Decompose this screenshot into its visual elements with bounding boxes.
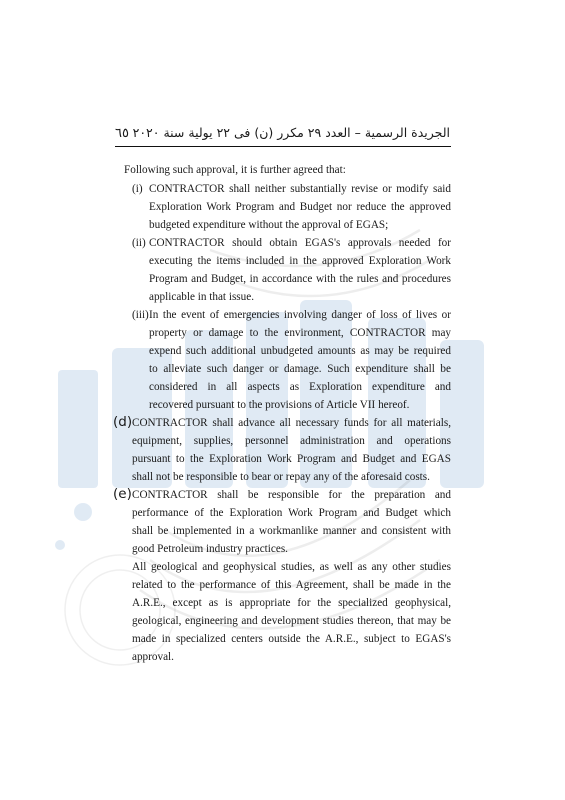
intro-paragraph: Following such approval, it is further agreed that:: [124, 164, 346, 176]
item-i-line: CONTRACTOR shall neither substantially revise or modify said: [149, 183, 451, 195]
section-label-d: (d): [113, 414, 133, 430]
section-d-line: CONTRACTOR shall advance all necessary funds for all materials,: [132, 417, 451, 429]
page-number: ٦٥: [115, 125, 129, 140]
item-iii-line: In the event of emergencies involving danger of loss of lives or: [149, 309, 451, 321]
item-ii-line: applicable in that issue.: [149, 291, 255, 303]
section-e-line: shall be implemented in a workmanlike manner and consistent with: [132, 525, 451, 537]
item-iii-line: recovered pursuant to the provisions of Article VII hereof.: [149, 399, 410, 411]
item-ii-line: Program and Budget, in accordance with the rules and procedures: [149, 273, 451, 285]
running-title: الجريدة الرسمية – العدد ٢٩ مكرر (ن) فى ٢٢ يولية سنة ٢٠٢٠: [132, 125, 450, 140]
item-ii-line: executing the items included in the approved Exploration Work: [149, 255, 451, 267]
closing-line: related to the performance of this Agreement, shall be made in the: [132, 579, 451, 591]
section-d-line: shall not be responsible to bear or repay any of the aforesaid costs.: [132, 471, 430, 483]
item-i-line: budgeted expenditure without the approval of EGAS;: [149, 219, 389, 231]
closing-line: geological, engineering and development studies thereon, that may be: [132, 615, 451, 627]
section-label-e: (e): [113, 486, 132, 502]
closing-line: All geological and geophysical studies, as well as any other studies: [132, 561, 451, 573]
item-i-line: Exploration Work Program and Budget nor reduce the approved: [149, 201, 451, 213]
closing-line: A.R.E., except as is appropriate for the specialized geophysical,: [132, 597, 451, 609]
section-d-line: equipment, supplies, personnel administration and operations: [132, 435, 451, 447]
section-e-line: CONTRACTOR shall be responsible for the preparation and: [132, 489, 451, 501]
closing-line: approval.: [132, 651, 174, 663]
item-iii-line: expend such additional unbudgeted amounts as may be required: [149, 345, 451, 357]
closing-line: made in specialized centers outside the A.R.E., subject to EGAS's: [132, 633, 451, 645]
item-iii-line: property or damage to the environment, CONTRACTOR may: [149, 327, 451, 339]
item-label-ii: (ii): [132, 237, 146, 249]
item-ii-line: CONTRACTOR should obtain EGAS's approvals needed for: [149, 237, 451, 249]
item-iii-line: to alleviate such danger or damage. Such expenditure shall be: [149, 363, 451, 375]
section-e-line: performance of the Exploration Work Program and Budget which: [132, 507, 451, 519]
section-d-line: pursuant to the Exploration Work Program and Budget and EGAS: [132, 453, 451, 465]
item-label-iii: (iii): [132, 309, 149, 321]
item-iii-line: considered in all aspects as Exploration expenditure and: [149, 381, 451, 393]
section-e-line: good Petroleum industry practices.: [132, 543, 288, 555]
item-label-i: (i): [132, 183, 143, 195]
